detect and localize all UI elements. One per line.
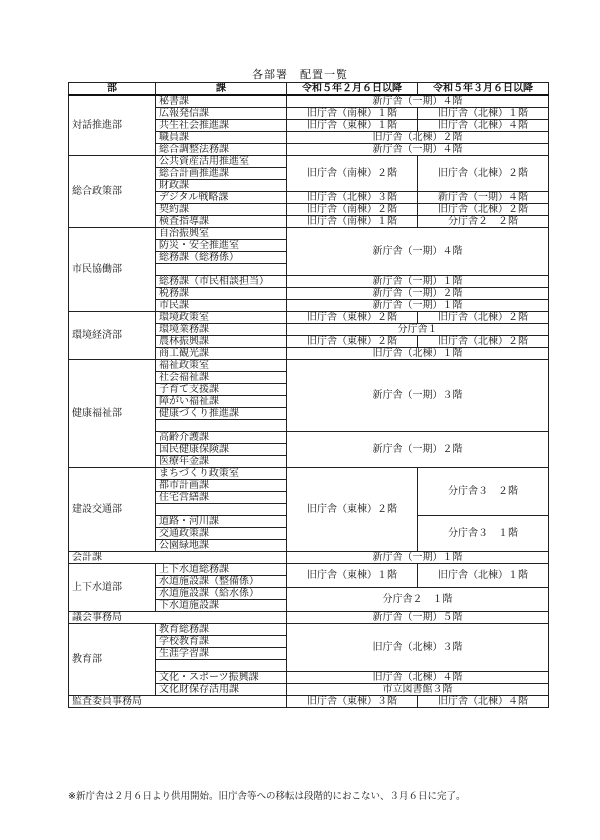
header-feb: 令和５年２月６日以降 <box>287 83 418 96</box>
location-cell: 旧庁舎（東棟）３階 <box>287 696 418 708</box>
location-cell: 旧庁舎（北棟）２階 <box>287 132 549 144</box>
section-cell: 上下水道総務課 <box>156 564 287 576</box>
section-cell: 水道施設課（給水係） <box>156 588 287 600</box>
section-cell: 秘書課 <box>156 95 287 108</box>
section-cell: 文化財保存活用課 <box>156 684 287 696</box>
table-row <box>69 696 549 708</box>
location-cell: 旧庁舎（北棟）２階 <box>418 204 549 216</box>
location-cell: 旧庁舎（東棟）２階 <box>287 336 418 348</box>
location-cell: 旧庁舎（南棟）１階 <box>287 216 418 228</box>
dept-cell: 議会事務局 <box>69 612 287 624</box>
header-mar: 令和５年３月６日以降 <box>418 83 549 96</box>
location-cell: 新庁舎（一期）５階 <box>287 612 549 624</box>
location-cell: 旧庁舎（東棟）１階 <box>287 564 418 588</box>
location-cell: 市立図書館３階 <box>287 684 549 696</box>
footnote: ※新庁舎は２月６日より供用開始。旧庁舎等への移転は段階的におこない、３月６日に完了。 <box>68 791 466 802</box>
section-cell: 財政課 <box>156 180 287 192</box>
location-cell: 新庁舎（一期）４階 <box>287 144 549 156</box>
location-cell: 新庁舎（一期）２階 <box>287 432 549 468</box>
location-cell: 旧庁舎（南棟）２階 <box>287 204 418 216</box>
section-cell: 防災・安全推進室 <box>156 240 287 252</box>
header-row <box>69 83 549 96</box>
location-cell: 分庁舎２ １階 <box>287 588 549 612</box>
location-cell: 旧庁舎（北棟）４階 <box>418 120 549 132</box>
location-cell: 旧庁舎（東棟）２階 <box>287 468 418 552</box>
page-title: 各部署 配置一覧 <box>252 68 348 81</box>
dept-cell: 上下水道部 <box>69 564 156 612</box>
section-cell: まちづくり政策室 <box>156 468 287 480</box>
section-cell: 総務課（市民相談担当） <box>156 276 287 288</box>
section-cell: 農林振興課 <box>156 336 287 348</box>
section-cell: 総務課（総務係） <box>156 252 287 264</box>
location-cell: 新庁舎（一期）３階 <box>287 360 549 432</box>
location-cell: 新庁舎（一期）４階 <box>287 228 549 276</box>
section-cell: 契約課 <box>156 204 287 216</box>
section-cell: 障がい福祉課 <box>156 396 287 408</box>
section-cell: 高齢介護課 <box>156 432 287 444</box>
section-cell: 自治振興室 <box>156 228 287 240</box>
dept-cell: 監査委員事務局 <box>69 696 287 708</box>
section-cell: 住宅営繕課 <box>156 492 287 504</box>
section-cell: 広報発信課 <box>156 108 287 120</box>
section-cell: 総合計画推進課 <box>156 168 287 180</box>
location-cell: 旧庁舎（東棟）１階 <box>287 120 418 132</box>
section-cell: 検査指導課 <box>156 216 287 228</box>
location-cell: 新庁舎（一期）１階 <box>287 552 549 564</box>
location-cell: 旧庁舎（北棟）４階 <box>287 672 549 684</box>
section-cell: 生涯学習課 <box>156 648 287 660</box>
location-cell: 旧庁舎（東棟）２階 <box>287 312 418 324</box>
location-cell: 分庁舎２ ２階 <box>418 216 549 228</box>
section-cell: 総合調整法務課 <box>156 144 287 156</box>
section-cell: 医療年金課 <box>156 456 287 468</box>
section-cell: 税務課 <box>156 288 287 300</box>
table-row <box>69 156 549 168</box>
dept-cell: 会計課 <box>69 552 287 564</box>
table-row <box>69 360 549 372</box>
location-cell: 新庁舎（一期）４階 <box>418 192 549 204</box>
dept-cell: 総合政策部 <box>69 156 156 228</box>
section-cell: 文化・スポーツ振興課 <box>156 672 287 684</box>
dept-cell: 教育部 <box>69 624 156 696</box>
table-row <box>69 612 549 624</box>
location-cell: 旧庁舎（南棟）２階 <box>287 156 418 192</box>
dept-cell: 環境経済部 <box>69 312 156 360</box>
table-row <box>69 312 549 324</box>
section-cell: 子育て支援課 <box>156 384 287 396</box>
dept-cell: 市民協働部 <box>69 228 156 312</box>
location-cell: 旧庁舎（南棟）１階 <box>287 108 418 120</box>
location-cell: 旧庁舎（北棟）１階 <box>418 564 549 588</box>
department-assignment-table <box>68 82 549 708</box>
section-cell <box>156 660 287 672</box>
section-cell: デジタル戦略課 <box>156 192 287 204</box>
location-cell: 新庁舎（一期）２階 <box>287 288 549 300</box>
dept-cell: 健康福祉部 <box>69 360 156 468</box>
dept-cell: 建設交通部 <box>69 468 156 552</box>
section-cell <box>156 504 287 516</box>
location-cell: 旧庁舎（北棟）２階 <box>418 336 549 348</box>
section-cell: 水道施設課（整備係） <box>156 576 287 588</box>
location-cell: 旧庁舎（北棟）３階 <box>287 624 549 672</box>
location-cell: 旧庁舎（北棟）４階 <box>418 696 549 708</box>
location-cell: 旧庁舎（北棟）１階 <box>287 348 549 360</box>
header-dept: 部 <box>69 83 156 96</box>
location-cell: 旧庁舎（北棟）２階 <box>418 312 549 324</box>
section-cell: 環境政策室 <box>156 312 287 324</box>
section-cell: 職員課 <box>156 132 287 144</box>
location-cell: 旧庁舎（北棟）１階 <box>418 108 549 120</box>
section-cell: 福祉政策室 <box>156 360 287 372</box>
location-cell: 旧庁舎（北棟）２階 <box>418 156 549 192</box>
section-cell: 交通政策課 <box>156 528 287 540</box>
section-cell: 社会福祉課 <box>156 372 287 384</box>
section-cell: 環境業務課 <box>156 324 287 336</box>
section-cell: 道路・河川課 <box>156 516 287 528</box>
location-cell: 新庁舎（一期）４階 <box>287 95 549 108</box>
section-cell: 公園緑地課 <box>156 540 287 552</box>
dept-cell: 対話推進部 <box>69 95 156 156</box>
section-cell <box>156 264 287 276</box>
table-row <box>69 624 549 636</box>
location-cell: 旧庁舎（北棟）３階 <box>287 192 418 204</box>
location-cell: 新庁舎（一期）１階 <box>287 300 549 312</box>
table-row <box>69 552 549 564</box>
section-cell: 学校教育課 <box>156 636 287 648</box>
section-cell: 市民課 <box>156 300 287 312</box>
section-cell: 下水道施設課 <box>156 600 287 612</box>
section-cell: 公共資産活用推進室 <box>156 156 287 168</box>
table-row <box>69 468 549 480</box>
section-cell <box>156 420 287 432</box>
table-row <box>69 228 549 240</box>
section-cell: 商工観光課 <box>156 348 287 360</box>
section-cell: 都市計画課 <box>156 480 287 492</box>
section-cell: 健康づくり推進課 <box>156 408 287 420</box>
location-cell: 分庁舎３ １階 <box>418 516 549 552</box>
header-section: 課 <box>156 83 287 96</box>
location-cell: 新庁舎（一期）１階 <box>287 276 549 288</box>
section-cell: 国民健康保険課 <box>156 444 287 456</box>
table-row <box>69 95 549 108</box>
location-cell: 分庁舎３ ２階 <box>418 468 549 516</box>
section-cell: 教育総務課 <box>156 624 287 636</box>
table-row <box>69 564 549 576</box>
location-cell: 分庁舎１ <box>287 324 549 336</box>
section-cell: 共生社会推進課 <box>156 120 287 132</box>
